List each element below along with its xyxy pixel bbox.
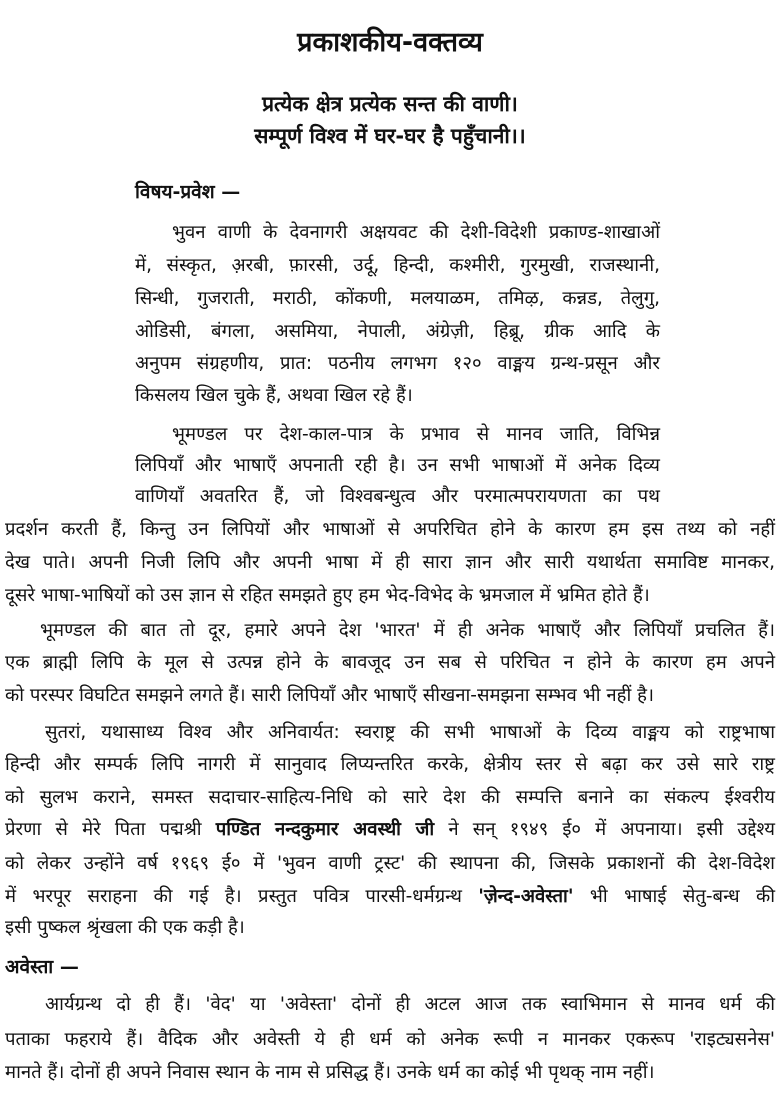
text-segment: भी भाषाई सेतु-बन्ध की <box>573 886 775 907</box>
text-line <box>5 753 775 777</box>
text-segment: पताका फहराये हैं। वैदिक और अवेस्ती ये ही धर्म को अनेक रूपी न मानकर एकरूप 'राइट्यसनेस' <box>5 1029 775 1050</box>
bold-text: 'ज़ेन्द-अवेस्ता' <box>478 886 574 907</box>
text-segment: को परस्पर विघटित समझने लगते हैं। सारी लिपियाँ और भाषाएँ सीखना-समझना सम्भव भी नहीं है। <box>5 685 654 706</box>
text-line <box>40 619 775 643</box>
text-segment: भूमण्डल की बात तो दूर, हमारे अपने देश 'भारत' में ही अनेक भाषाएँ और लिपियाँ प्रचलित हैं। <box>40 620 775 641</box>
text-segment: लिपियाँ और भाषाएँ अपनाती रही है। उन सभी भाषाओं में अनेक दिव्य <box>135 455 660 476</box>
text-line <box>5 684 775 708</box>
text-line <box>5 518 775 542</box>
text-segment: प्रदर्शन करती हैं, किन्तु उन लिपियों और भाषाओं से अपरिचित होने के कारण हम इस तथ्य को नहीं <box>5 519 775 540</box>
text-segment: एक ब्राह्मी लिपि के मूल से उत्पन्न होने के बावजूद उन सब से परिचित न होने के कारण हम अपने <box>5 652 775 673</box>
text-line <box>5 885 775 909</box>
text-line <box>5 852 775 876</box>
couplet-line-2: सम्पूर्ण विश्व में घर-घर है पहुँचानी।। <box>254 124 526 148</box>
text-line <box>135 352 660 376</box>
text-line <box>5 818 775 842</box>
text-line <box>172 221 660 245</box>
page-title: प्रकाशकीय-वक्तव्य <box>297 27 483 58</box>
text-line <box>5 1061 775 1085</box>
section-heading-vishay-pravesh: विषय-प्रवेश — <box>135 181 241 203</box>
text-segment: सिन्धी, गुजराती, मराठी, कोंकणी, मलयाळम, तमिऴ, कन्नड, तेलुगु, <box>135 288 660 309</box>
text-segment: को सुलभ कराने, समस्त सदाचार-साहित्य-निधि को सारे देश की सम्पत्ति बनाने का संकल्प ईश्वरीय <box>5 787 775 808</box>
text-segment: ने सन् १९४९ ई० में अपनाया। इसी उद्देश्य <box>434 819 775 840</box>
bold-text: पण्डित नन्दकुमार अवस्थी जी <box>215 819 435 840</box>
text-segment: अनुपम संग्रहणीय, प्रात: पठनीय लगभग १२० वाङ्मय ग्रन्थ-प्रसून और <box>135 353 660 374</box>
text-segment: आर्यग्रन्थ दो ही हैं। 'वेद' या 'अवेस्ता' दोनों ही अटल आज तक स्वाभिमान से मानव धर्म की <box>45 994 775 1015</box>
text-segment: ओडिसी, बंगला, असमिया, नेपाली, अंग्रेज़ी, हिब्रू, ग्रीक आदि के <box>135 321 660 342</box>
text-segment: इसी पुष्कल श्रृंखला की एक कड़ी है। <box>5 917 245 938</box>
text-segment: दूसरे भाषा-भाषियों को उस ज्ञान से रहित समझते हुए हम भेद-विभेद के भ्रमजाल में भ्रमित होते हैं। <box>5 585 650 606</box>
text-segment: वाणियाँ अवतरित हैं, जो विश्वबन्धुत्व और परमात्मपरायणता का पथ <box>135 486 660 507</box>
text-segment: भूमण्डल पर देश-काल-पात्र के प्रभाव से मानव जाति, विभिन्न <box>172 424 660 445</box>
text-line <box>45 993 775 1017</box>
text-line <box>135 485 660 509</box>
text-line <box>172 423 660 447</box>
text-segment: में भरपूर सराहना की गई है। प्रस्तुत पवित्र पारसी-धर्मग्रन्थ <box>5 886 479 907</box>
text-line <box>135 454 660 478</box>
couplet-line-1: प्रत्येक क्षेत्र प्रत्येक सन्त की वाणी। <box>262 92 518 116</box>
text-line <box>5 1028 775 1052</box>
text-line <box>5 916 775 940</box>
section-heading-avesta: अवेस्ता — <box>5 956 79 978</box>
text-segment: सुतरां, यथासाध्य विश्व और अनिवार्यत: स्वराष्ट्र की सभी भाषाओं के दिव्य वाङ्मय को राष्ट्रभाषा <box>45 722 775 743</box>
text-line <box>5 584 775 608</box>
text-segment: किसलय खिल चुके हैं, अथवा खिल रहे हैं। <box>135 385 413 406</box>
text-segment: हिन्दी और सम्पर्क लिपि नागरी में सानुवाद लिप्यन्तरित करके, क्षेत्रीय स्तर से बढ़ा कर उसे सारे राष्ट्र <box>5 754 775 775</box>
text-segment: प्रेरणा से मेरे पिता पद्मश्री <box>5 819 216 840</box>
text-segment: को लेकर उन्होंने वर्ष १९६९ ई० में 'भुवन वाणी ट्रस्ट' की स्थापना की, जिसके प्रकाशनों की देश-विदेश <box>5 853 775 874</box>
text-line <box>45 721 775 745</box>
text-line <box>135 254 660 278</box>
text-line <box>135 320 660 344</box>
text-line <box>135 384 660 408</box>
text-segment: मानते हैं। दोनों ही अपने निवास स्थान के नाम से प्रसिद्ध हैं। उनके धर्म का कोई भी पृथक् नाम नहीं। <box>5 1062 655 1083</box>
text-line <box>135 287 660 311</box>
text-segment: देख पाते। अपनी निजी लिपि और अपनी भाषा में ही सारा ज्ञान और सारी यथार्थता समाविष्ट मानकर, <box>5 552 775 573</box>
text-line <box>5 786 775 810</box>
text-segment: भुवन वाणी के देवनागरी अक्षयवट की देशी-विदेशी प्रकाण्ड-शाखाओं <box>172 222 660 243</box>
text-line <box>5 551 775 575</box>
text-segment: में, संस्कृत, अ़रबी, फ़ारसी, उर्दू, हिन्दी, कश्मीरी, गुरमुखी, राजस्थानी, <box>135 255 660 276</box>
text-line <box>5 651 775 675</box>
